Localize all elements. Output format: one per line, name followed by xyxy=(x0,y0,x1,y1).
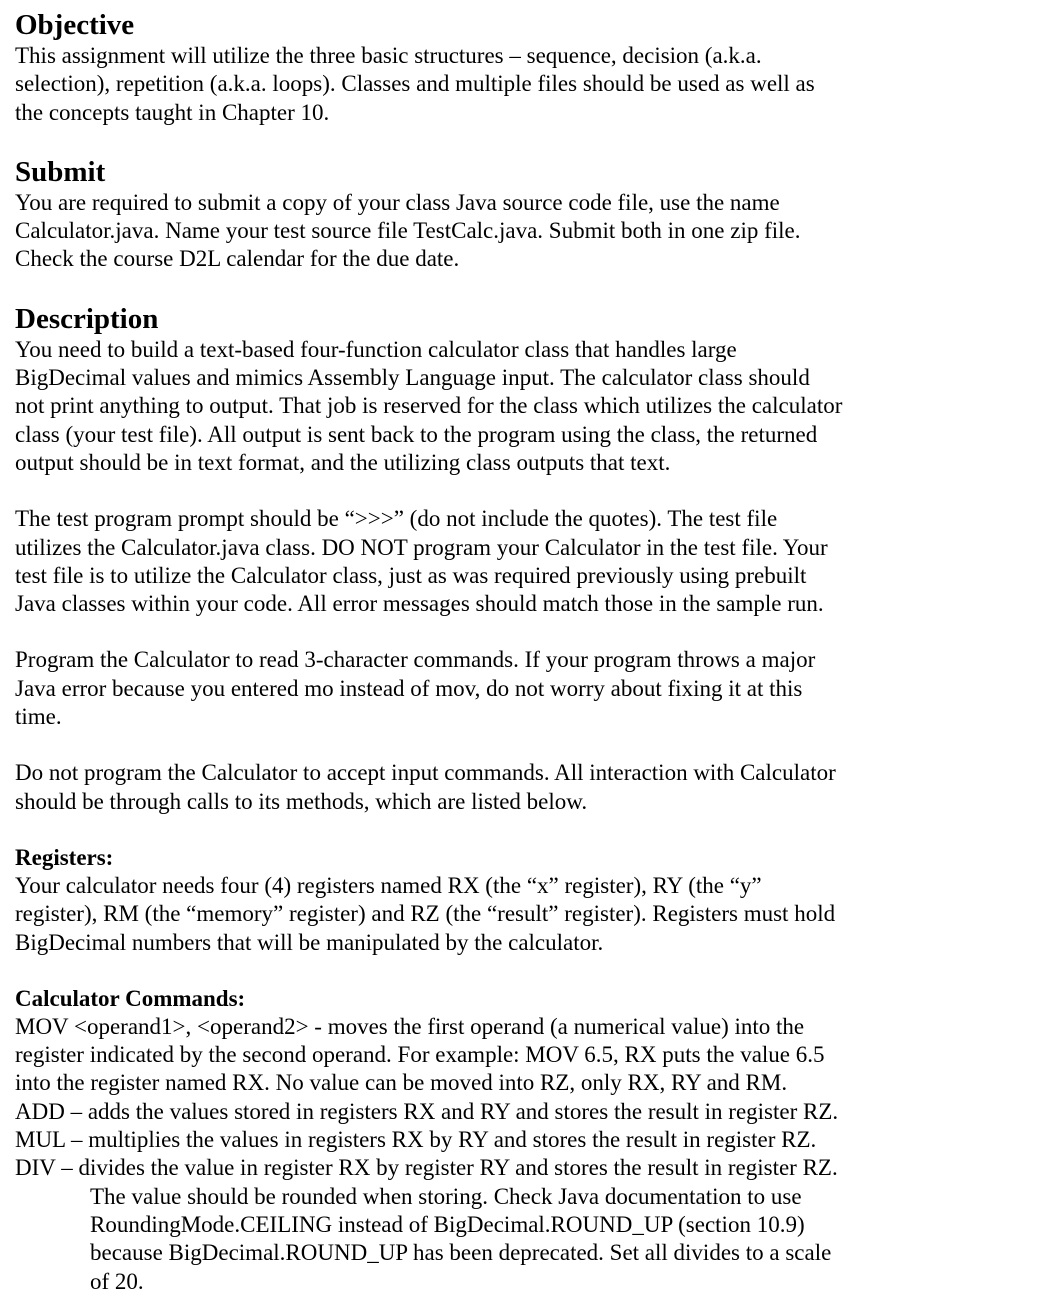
commands-line-add: ADD – adds the values stored in registers RX and RY and stores the result in register RZ. xyxy=(15,1098,839,1124)
commands-heading: Calculator Commands: xyxy=(15,985,246,1011)
description-p1-line-1: You need to build a text-based four-function calculator class that handles large xyxy=(15,336,737,362)
commands-line-3: into the register named RX. No value can be moved into RZ, only RX, RY and RM. xyxy=(15,1070,788,1096)
description-p4-line-2: should be through calls to its methods, which are listed below. xyxy=(15,788,588,814)
registers-line-2: register), RM (the “memory” register) and RZ (the “result” register). Registers must hold xyxy=(15,901,836,927)
commands-line-mul: MUL – multiplies the values in registers RX by RY and stores the result in register RZ. xyxy=(15,1127,817,1153)
div-detail-line-2: RoundingMode.CEILING instead of BigDecimal.ROUND_UP (section 10.9) xyxy=(90,1211,805,1237)
objective-line-1: This assignment will utilize the three basic structures – sequence, decision (a.k.a. xyxy=(15,43,762,68)
objective-line-2: selection), repetition (a.k.a. loops). Classes and multiple files should be used as well as xyxy=(15,71,815,97)
description-p2-line-4: Java classes within your code. All error messages should match those in the sample run. xyxy=(15,591,824,617)
objective-heading: Objective xyxy=(15,9,135,41)
div-detail-line-3: because BigDecimal.ROUND_UP has been deprecated. Set all divides to a scale xyxy=(90,1240,832,1266)
description-p2-line-2: utilizes the Calculator.java class. DO NOT program your Calculator in the test file. Your xyxy=(15,534,828,560)
objective-line-3: the concepts taught in Chapter 10. xyxy=(15,99,330,125)
description-p3-line-3: time. xyxy=(15,704,62,730)
submit-line-1: You are required to submit a copy of your class Java source code file, use the name xyxy=(15,189,780,215)
commands-line-2: register indicated by the second operand. For example: MOV 6.5, RX puts the value 6.5 xyxy=(15,1042,825,1068)
commands-line-div: DIV – divides the value in register RX by register RY and stores the result in register RZ. xyxy=(15,1155,838,1181)
description-p3-line-2: Java error because you entered mo instead of mov, do not worry about fixing it at this xyxy=(15,675,803,701)
description-p1-line-3: not print anything to output. That job is reserved for the class which utilizes the calculator xyxy=(15,393,843,419)
document-page xyxy=(15,8,1015,1296)
description-p1-line-2: BigDecimal values and mimics Assembly Language input. The calculator class should xyxy=(15,365,810,391)
submit-heading: Submit xyxy=(15,155,106,188)
registers-line-3: BigDecimal numbers that will be manipulated by the calculator. xyxy=(15,929,604,955)
div-detail-line-1: The value should be rounded when storing. Check Java documentation to use xyxy=(90,1183,802,1209)
registers-line-1: Your calculator needs four (4) registers named RX (the “x” register), RY (the “y” xyxy=(15,872,762,898)
description-p4-line-1: Do not program the Calculator to accept input commands. All interaction with Calculator xyxy=(15,760,836,786)
div-detail-line-4: of 20. xyxy=(90,1268,144,1294)
description-p3-line-1: Program the Calculator to read 3-character commands. If your program throws a major xyxy=(15,647,816,673)
description-p2-line-1: The test program prompt should be “>>>” (do not include the quotes). The test file xyxy=(15,506,778,532)
registers-heading: Registers: xyxy=(15,844,114,870)
submit-line-3: Check the course D2L calendar for the due date. xyxy=(15,246,460,272)
submit-line-2: Calculator.java. Name your test source file TestCalc.java. Submit both in one zip file. xyxy=(15,218,801,244)
description-p1-line-5: output should be in text format, and the utilizing class outputs that text. xyxy=(15,449,671,475)
description-p1-line-4: class (your test file). All output is sent back to the program using the class, the returned xyxy=(15,421,818,447)
commands-line-1: MOV <operand1>, <operand2> - moves the first operand (a numerical value) into the xyxy=(15,1013,805,1039)
description-heading: Description xyxy=(15,302,159,335)
description-p2-line-3: test file is to utilize the Calculator class, just as was required previously using prebuilt xyxy=(15,562,807,588)
